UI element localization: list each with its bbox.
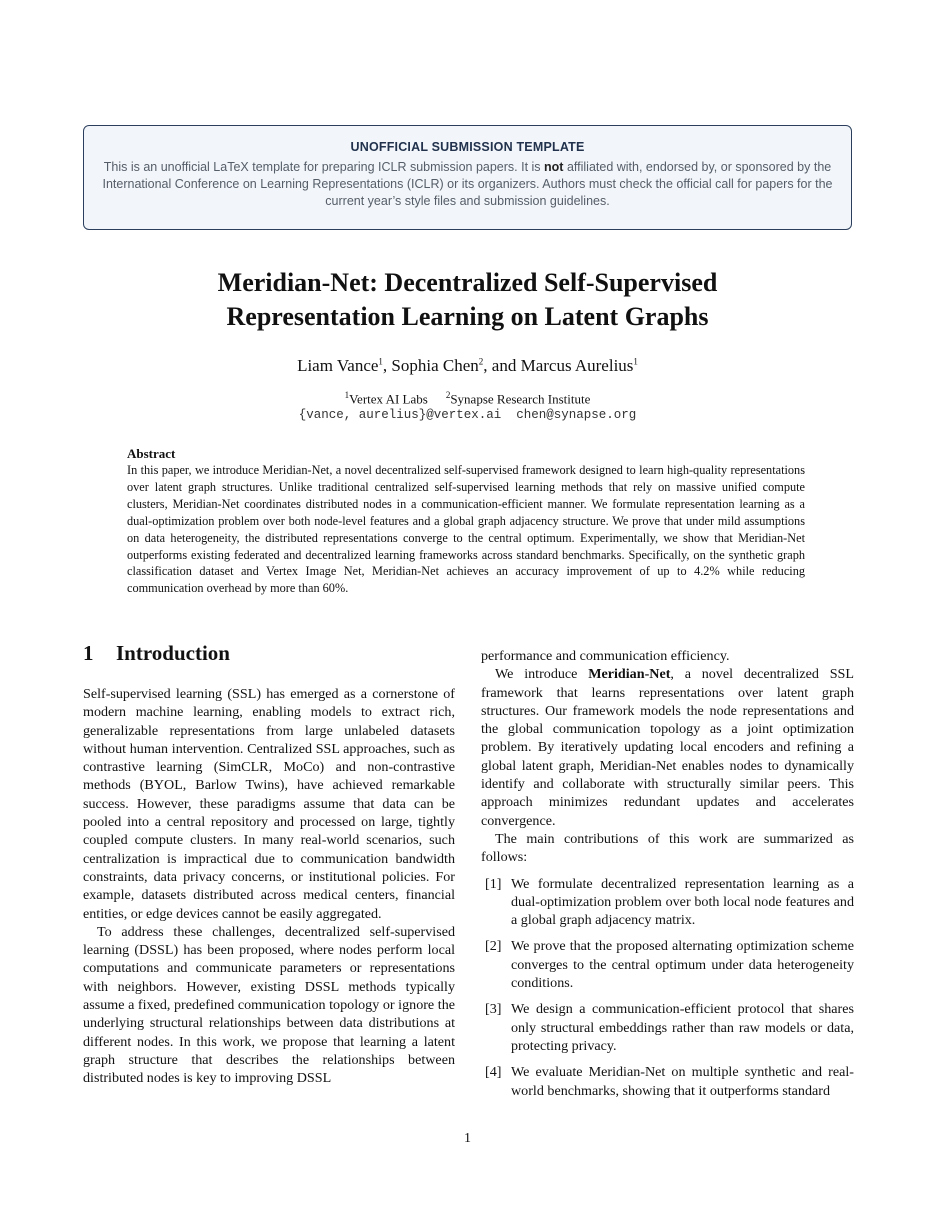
method-name: Meridian-Net: [588, 666, 671, 683]
list-item-text: We evaluate Meridian-Net on multiple synthetic and real-world benchmarks, showing that it outperforms standard: [511, 1064, 854, 1099]
list-item: [481, 875, 854, 930]
list-item: [481, 937, 854, 992]
intro-paragraph-1: Self-supervised learning (SSL) has emerged as a cornerstone of modern machine learning, enabling models to extract rich, generalizable representations from large unlabeled datasets without human intervention. Centralized SSL approaches, such as contrastive learning (SimCLR, MoCo) and non-contrastive methods (BYOL, Barlow Twins), have achieved remarkable success. However, these paradigms assume that data can be pooled into a central repository and processed on large, tightly coupled compute clusters. In many real-world scenarios, such centralization is impractical due to communication bandwidth constraints, data privacy concerns, or institutional policies. For example, datasets distributed across medical centers, financial entities, or edge devices cannot be easily aggregated.: [83, 686, 455, 922]
author-separator: ,: [382, 356, 392, 375]
list-marker: [4]: [485, 1064, 502, 1081]
affil-marker: 1: [344, 390, 350, 400]
list-item-text: We formulate decentralized representation learning as a dual-optimization problem over both local node features and a global graph adjacency matrix.: [511, 875, 854, 929]
section-heading-introduction: [83, 641, 230, 666]
contributions-list: [481, 875, 854, 1100]
paper-title-line-2: Representation Learning on Latent Graphs: [226, 302, 709, 331]
list-item-text: We design a communication-efficient protocol that shares only structural embeddings rather than raw models or data, protecting privacy.: [511, 1001, 854, 1054]
author-name: Marcus Aurelius: [520, 356, 634, 375]
paper-title: [0, 266, 935, 334]
abstract-heading: Abstract: [127, 446, 176, 461]
notice-title: UNOFFICIAL SUBMISSION TEMPLATE: [350, 140, 585, 154]
affiliation-list: [0, 390, 935, 407]
notice-body-post: affiliated with, endorsed by, or sponsored by the International Conference on Learning Representations (ICLR) or its organizers. Authors must check the official call for papers for the current year’s style files and submission guidelines.: [102, 160, 833, 208]
abstract-text: In this paper, we introduce Meridian-Net, a novel decentralized self-supervised framework designed to learn high-quality representations over latent graph structures. Unlike traditional centralized self-supervised learning methods that rely on massive unified compute clusters, Meridian-Net coordinates distributed nodes in a communication-efficient manner. We formulate representation learning as a dual-optimization problem over both node-level features and a global graph adjacency structure. We prove that under mild assumptions on data heterogeneity, the distributed representations converge to the central optimum. Experimentally, we show that Meridian-Net outperforms existing federated and decentralized learning frameworks across standard benchmarks. Specifically, on the synthetic graph classification dataset and Vertex Image Net, Meridian-Net achieves an accuracy improvement of up to 4.2% while reducing communication overhead by more than 60%.: [127, 463, 805, 596]
notice-body-pre: This is an unofficial LaTeX template for preparing ICLR submission papers. It is: [103, 160, 545, 174]
list-item: [481, 1000, 854, 1055]
list-marker: [3]: [485, 1001, 502, 1018]
list-marker: [1]: [485, 875, 502, 892]
affiliation-name: Vertex AI Labs: [349, 391, 428, 407]
list-item-text: We prove that the proposed alternating optimization scheme converges to the central optimum under data heterogeneity conditions.: [511, 938, 854, 992]
template-notice-box: [83, 125, 852, 230]
intro-paragraph-2: To address these challenges, decentralized self-supervised learning (DSSL) has been proposed, where nodes perform local computations and communicate parameters or representations with neighbors. However, existing DSSL methods typically assume a fixed, predefined communication topology or ignore the underlying structural relationships between data distributions at different nodes. In this work, we propose that learning a latent graph structure that describes the relationships between distributed nodes is key to improving DSSL: [83, 923, 455, 1087]
author-emails: [0, 408, 935, 422]
notice-body: [100, 159, 835, 210]
page-number: 1: [464, 1131, 471, 1146]
author-separator: , and: [483, 356, 521, 375]
author-list: [0, 356, 935, 376]
left-column: [83, 685, 455, 1088]
section-title: Introduction: [116, 641, 230, 665]
list-marker: [2]: [485, 938, 502, 955]
list-item: [481, 1063, 854, 1100]
right-column: [481, 647, 854, 1108]
paper-title-line-1: Meridian-Net: Decentralized Self-Supervised: [217, 268, 718, 297]
affil-marker: 2: [445, 390, 451, 400]
p3-lead: We introduce: [495, 666, 589, 683]
intro-paragraph-4: The main contributions of this work are summarized as follows:: [481, 830, 854, 866]
intro-paragraph-3: [481, 665, 854, 830]
author-name: Sophia Chen: [391, 356, 479, 375]
author-affil-marker: 2: [478, 356, 484, 367]
affiliation-name: Synapse Research Institute: [450, 391, 591, 407]
author-name: Liam Vance: [297, 356, 379, 375]
notice-body-bold: not: [544, 160, 564, 174]
author-affil-marker: 1: [378, 356, 383, 367]
email-text: {vance, aurelius}@vertex.ai chen@synapse.org: [298, 408, 637, 422]
author-affil-marker: 1: [633, 356, 638, 367]
section-number: 1: [83, 641, 94, 665]
intro-paragraph-2-continued: performance and communication efficiency.: [481, 648, 730, 664]
p3-rest: , a novel decentralized SSL framework that learns representations over latent graph structures. Our framework models the node representations and the global communication topology as a joint optimization problem. By iteratively updating local encoders and refining a global latent graph, Meridian-Net enables nodes to dynamically identify and collaborate with structurally similar peers. This approach minimizes redundant updates and accelerates convergence.: [481, 666, 854, 829]
